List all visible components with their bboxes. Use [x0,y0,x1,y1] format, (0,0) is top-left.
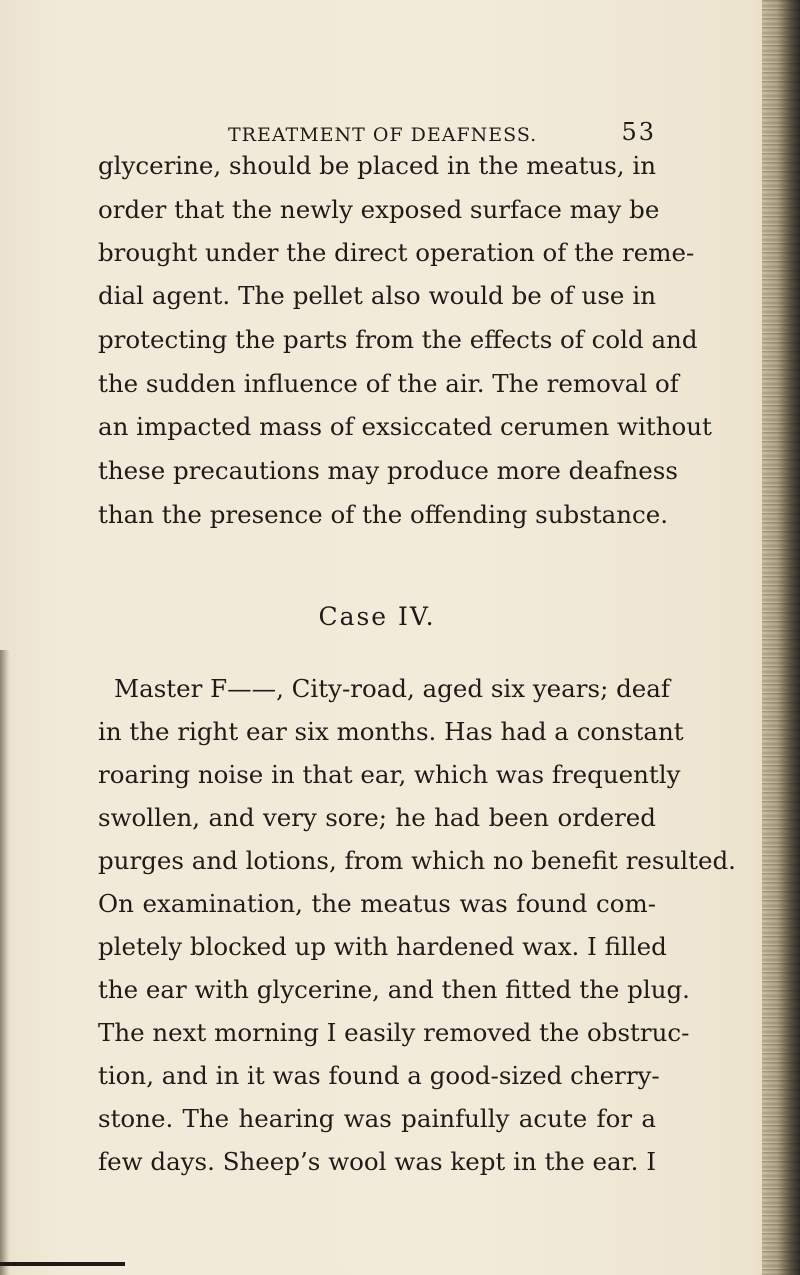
text-line: than the presence of the offending substance. [98,500,669,529]
text-line: swollen, and very sore; he had been ordered [98,803,656,832]
text-line: The next morning I easily removed the obstruc- [98,1018,690,1047]
text-line: On examination, the meatus was found com- [98,889,656,918]
bottom-rule [0,1262,125,1266]
text-line: the ear with glycerine, and then fitted the plug. [98,975,690,1004]
page-number: 53 [621,118,656,146]
header-title: TREATMENT OF DEAFNESS. [228,124,538,146]
text-line: protecting the parts from the effects of cold and [98,325,698,354]
text-line: tion, and in it was found a good-sized cherry- [98,1061,660,1090]
text-line: roaring noise in that ear, which was frequently [98,760,681,789]
text-line: brought under the direct operation of the reme- [98,238,695,267]
page-gutter-shadow [0,650,10,1275]
text-line: an impacted mass of exsiccated cerumen without [98,412,712,441]
text-line: order that the newly exposed surface may be [98,195,660,224]
text-line: glycerine, should be placed in the meatus, in [98,151,656,180]
text-line: Master F——, City-road, aged six years; deaf [114,674,670,703]
text-line: dial agent. The pellet also would be of use in [98,281,656,310]
text-line: few days. Sheep’s wool was kept in the ear. I [98,1147,656,1176]
text-line: the sudden influence of the air. The removal of [98,369,679,398]
text-line: pletely blocked up with hardened wax. I filled [98,932,667,961]
text-line: purges and lotions, from which no benefit resulted. [98,846,736,875]
page-edge [762,0,800,1275]
text-line: these precautions may produce more deafness [98,456,678,485]
text-line: stone. The hearing was painfully acute for a [98,1104,656,1133]
running-header [98,110,656,150]
text-line: in the right ear six months. Has had a constant [98,717,684,746]
case-heading: Case IV. [318,602,436,631]
